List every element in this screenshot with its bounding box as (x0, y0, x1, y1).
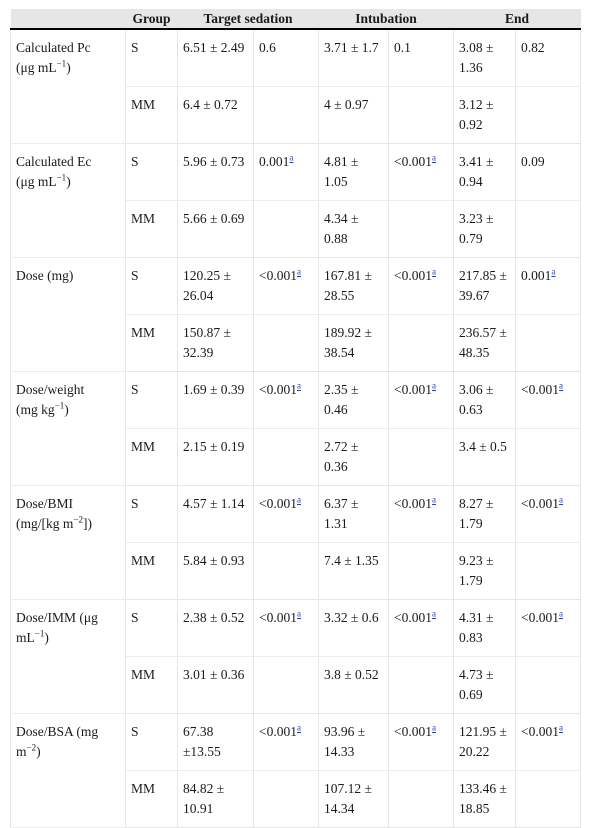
footnote-link[interactable]: a (559, 494, 564, 505)
group-cell-text: MM (131, 553, 156, 568)
group-cell-text: S (131, 724, 139, 739)
empty-cell (254, 429, 319, 486)
footnote-link[interactable]: a (297, 266, 301, 277)
end-value-text: 3.23 ± 0.79 (459, 211, 494, 246)
footnote-link[interactable]: a (289, 152, 294, 163)
target-sedation-value (178, 258, 254, 315)
row-label-line1: Dose/BMI (16, 496, 73, 511)
target-sedation-value (178, 543, 254, 600)
target-sedation-value (178, 771, 254, 828)
row-label-line2: (mg/[kg m (16, 516, 74, 531)
target-sedation-value-text: 6.4 ± 0.72 (183, 97, 238, 112)
target-sedation-p-text: <0.001 (259, 268, 297, 283)
row-label (11, 258, 126, 372)
intubation-p-text: 0.1 (394, 40, 411, 55)
intubation-value-text: 6.37 ± 1.31 (324, 496, 359, 531)
intubation-value (319, 315, 389, 372)
row-label (11, 600, 126, 714)
row-label-line2-end: ) (66, 174, 71, 189)
intubation-value-text: 4.81 ± 1.05 (324, 154, 359, 189)
row-label-line1: Dose/IMM (μg (16, 610, 98, 625)
intubation-p (389, 258, 454, 315)
target-sedation-value-text: 6.51 ± 2.49 (183, 40, 245, 55)
unit-exponent: −1 (56, 172, 67, 183)
empty-cell (254, 201, 319, 258)
group-cell-text: MM (131, 781, 156, 796)
empty-cell (254, 657, 319, 714)
table-row (11, 486, 581, 543)
intubation-p-text: <0.001 (394, 268, 433, 283)
intubation-value-text: 189.92 ± 38.54 (324, 325, 372, 360)
target-sedation-value (178, 429, 254, 486)
target-sedation-value-text: 5.66 ± 0.69 (183, 211, 245, 226)
empty-cell (516, 771, 581, 828)
table-header (11, 9, 581, 29)
target-sedation-value-text: 2.15 ± 0.19 (183, 439, 245, 454)
empty-cell (516, 201, 581, 258)
target-sedation-value (178, 315, 254, 372)
header-blank (11, 9, 126, 29)
intubation-p-text: <0.001 (394, 496, 433, 511)
end-value-text: 3.08 ± 1.36 (459, 40, 494, 75)
target-sedation-value-text: 5.84 ± 0.93 (183, 553, 245, 568)
intubation-value-text: 167.81 ± 28.55 (324, 268, 372, 303)
end-value-text: 121.95 ± 20.22 (459, 724, 507, 759)
end-value (454, 600, 516, 657)
end-value-text: 133.46 ± 18.85 (459, 781, 507, 816)
target-sedation-value (178, 87, 254, 144)
end-p-text: <0.001 (521, 610, 560, 625)
target-sedation-value (178, 714, 254, 771)
target-sedation-p-text: <0.001 (259, 382, 297, 397)
end-value-text: 3.41 ± 0.94 (459, 154, 494, 189)
intubation-p (389, 29, 454, 87)
footnote-link[interactable]: a (432, 608, 437, 619)
end-value (454, 29, 516, 87)
group-cell (126, 144, 178, 201)
end-value-text: 3.12 ± 0.92 (459, 97, 494, 132)
row-label-line2: m (16, 744, 27, 759)
end-p (516, 29, 581, 87)
empty-cell (254, 315, 319, 372)
group-cell-text: S (131, 268, 139, 283)
unit-exponent: −1 (54, 400, 65, 411)
group-cell (126, 486, 178, 543)
end-value (454, 771, 516, 828)
row-label (11, 714, 126, 828)
end-value-text: 9.23 ± 1.79 (459, 553, 494, 588)
footnote-link[interactable]: a (559, 380, 564, 391)
intubation-value-text: 3.32 ± 0.6 (324, 610, 379, 625)
unit-exponent: −1 (56, 58, 67, 69)
row-label-line2-end: ) (64, 402, 69, 417)
footnote-link[interactable]: a (559, 722, 564, 733)
intubation-value-text: 2.72 ± 0.36 (324, 439, 359, 474)
empty-cell (516, 315, 581, 372)
target-sedation-p (254, 29, 319, 87)
group-cell (126, 771, 178, 828)
row-label-line2: (mg kg (16, 402, 55, 417)
group-cell (126, 714, 178, 771)
row-label-line2: mL (16, 630, 35, 645)
target-sedation-value (178, 201, 254, 258)
empty-cell (516, 429, 581, 486)
target-sedation-value (178, 144, 254, 201)
footnote-link[interactable]: a (432, 380, 437, 391)
end-value (454, 372, 516, 429)
target-sedation-p (254, 258, 319, 315)
intubation-p-text: <0.001 (394, 154, 433, 169)
intubation-value-text: 3.71 ± 1.7 (324, 40, 379, 55)
target-sedation-p-text: <0.001 (259, 724, 297, 739)
row-label-line1: Calculated Ec (16, 154, 92, 169)
group-cell-text: S (131, 610, 139, 625)
table-row (11, 600, 581, 657)
empty-cell (389, 657, 454, 714)
end-value-text: 3.4 ± 0.5 (459, 439, 507, 454)
end-value (454, 144, 516, 201)
unit-exponent: −1 (34, 628, 45, 639)
group-cell (126, 600, 178, 657)
end-value-text: 8.27 ± 1.79 (459, 496, 494, 531)
group-cell-text: S (131, 382, 139, 397)
end-value (454, 87, 516, 144)
target-sedation-p (254, 144, 319, 201)
target-sedation-p-text: <0.001 (259, 496, 297, 511)
target-sedation-value (178, 600, 254, 657)
end-p-text: 0.001 (521, 268, 552, 283)
end-p-text: <0.001 (521, 382, 560, 397)
end-p (516, 486, 581, 543)
group-cell-text: MM (131, 97, 156, 112)
row-label-line2-end: ) (36, 744, 41, 759)
group-cell (126, 258, 178, 315)
intubation-value (319, 543, 389, 600)
target-sedation-value (178, 657, 254, 714)
empty-cell (389, 543, 454, 600)
empty-cell (389, 315, 454, 372)
intubation-value (319, 771, 389, 828)
row-label-line1: Dose/weight (16, 382, 85, 397)
intubation-p-text: <0.001 (394, 382, 433, 397)
footnote-link[interactable]: a (297, 494, 301, 505)
target-sedation-p (254, 714, 319, 771)
target-sedation-p (254, 486, 319, 543)
intubation-p (389, 372, 454, 429)
footnote-link[interactable]: a (432, 152, 437, 163)
footnote-link[interactable]: a (297, 608, 301, 619)
intubation-value-text: 4.34 ± 0.88 (324, 211, 359, 246)
end-p-text: <0.001 (521, 724, 560, 739)
target-sedation-value-text: 4.57 ± 1.14 (183, 496, 245, 511)
group-cell (126, 315, 178, 372)
target-sedation-value (178, 29, 254, 87)
end-value (454, 714, 516, 771)
group-cell-text: S (131, 496, 139, 511)
group-cell-text: S (131, 40, 139, 55)
group-cell (126, 429, 178, 486)
target-sedation-value (178, 372, 254, 429)
target-sedation-value-text: 150.87 ± 32.39 (183, 325, 231, 360)
row-label-line2-end: ]) (82, 516, 92, 531)
end-p (516, 714, 581, 771)
header-end: End (454, 9, 581, 29)
end-value (454, 486, 516, 543)
intubation-value (319, 714, 389, 771)
empty-cell (516, 87, 581, 144)
intubation-value-text: 93.96 ± 14.33 (324, 724, 366, 759)
table-row (11, 372, 581, 429)
group-cell-text: MM (131, 211, 156, 226)
target-sedation-value-text: 3.01 ± 0.36 (183, 667, 245, 682)
end-value (454, 258, 516, 315)
intubation-value-text: 7.4 ± 1.35 (324, 553, 379, 568)
end-value (454, 543, 516, 600)
header-target-sedation: Target sedation (178, 9, 319, 29)
row-label-line2: (μg mL (16, 60, 57, 75)
target-sedation-value (178, 486, 254, 543)
footnote-link[interactable]: a (432, 722, 437, 733)
intubation-value-text: 4 ± 0.97 (324, 97, 369, 112)
end-value-text: 3.06 ± 0.63 (459, 382, 494, 417)
target-sedation-p (254, 372, 319, 429)
end-p (516, 372, 581, 429)
end-p-text: 0.09 (521, 154, 545, 169)
group-cell (126, 543, 178, 600)
group-cell (126, 29, 178, 87)
end-value-text: 217.85 ± 39.67 (459, 268, 507, 303)
empty-cell (389, 771, 454, 828)
empty-cell (389, 201, 454, 258)
footnote-link[interactable]: a (297, 380, 301, 391)
end-value (454, 657, 516, 714)
end-p (516, 600, 581, 657)
end-value (454, 315, 516, 372)
target-sedation-p (254, 600, 319, 657)
header-intubation: Intubation (319, 9, 454, 29)
row-label-line2-end: ) (44, 630, 49, 645)
empty-cell (389, 87, 454, 144)
empty-cell (254, 87, 319, 144)
group-cell-text: S (131, 154, 139, 169)
intubation-value (319, 87, 389, 144)
target-sedation-value-text: 120.25 ± 26.04 (183, 268, 231, 303)
end-p (516, 258, 581, 315)
table-row (11, 144, 581, 201)
empty-cell (516, 543, 581, 600)
row-label (11, 144, 126, 258)
intubation-p (389, 600, 454, 657)
intubation-value-text: 107.12 ± 14.34 (324, 781, 372, 816)
target-sedation-value-text: 67.38 ±13.55 (183, 724, 221, 759)
end-value-text: 236.57 ± 48.35 (459, 325, 507, 360)
intubation-value-text: 2.35 ± 0.46 (324, 382, 359, 417)
footnote-link[interactable]: a (432, 494, 437, 505)
intubation-value (319, 600, 389, 657)
group-cell-text: MM (131, 325, 156, 340)
intubation-value (319, 486, 389, 543)
row-label (11, 486, 126, 600)
row-label-line2: (μg mL (16, 174, 57, 189)
group-cell (126, 372, 178, 429)
row-label-line1: Calculated Pc (16, 40, 91, 55)
intubation-value (319, 372, 389, 429)
unit-exponent: −2 (26, 742, 37, 753)
group-cell (126, 201, 178, 258)
intubation-p (389, 486, 454, 543)
row-label (11, 29, 126, 144)
intubation-value (319, 144, 389, 201)
empty-cell (516, 657, 581, 714)
table-row (11, 29, 581, 87)
end-value (454, 201, 516, 258)
header-group: Group (126, 9, 178, 29)
target-sedation-value-text: 1.69 ± 0.39 (183, 382, 245, 397)
empty-cell (389, 429, 454, 486)
group-cell (126, 87, 178, 144)
target-sedation-p-text: 0.001 (259, 154, 290, 169)
target-sedation-p-text: 0.6 (259, 40, 276, 55)
comparison-table (10, 9, 581, 828)
target-sedation-value-text: 5.96 ± 0.73 (183, 154, 245, 169)
intubation-p-text: <0.001 (394, 610, 433, 625)
end-p (516, 144, 581, 201)
end-value (454, 429, 516, 486)
footnote-link[interactable]: a (559, 608, 564, 619)
end-p-text: 0.82 (521, 40, 545, 55)
group-cell-text: MM (131, 667, 156, 682)
target-sedation-value-text: 84.82 ± 10.91 (183, 781, 225, 816)
intubation-value (319, 657, 389, 714)
footnote-link[interactable]: a (432, 266, 437, 277)
intubation-p (389, 144, 454, 201)
intubation-p (389, 714, 454, 771)
end-value-text: 4.31 ± 0.83 (459, 610, 494, 645)
table-row (11, 258, 581, 315)
empty-cell (254, 771, 319, 828)
empty-cell (254, 543, 319, 600)
row-label (11, 372, 126, 486)
target-sedation-value-text: 2.38 ± 0.52 (183, 610, 245, 625)
footnote-link[interactable]: a (551, 266, 556, 277)
row-label-line1: Dose (mg) (16, 268, 74, 283)
intubation-p-text: <0.001 (394, 724, 433, 739)
intubation-value (319, 29, 389, 87)
target-sedation-p-text: <0.001 (259, 610, 297, 625)
end-value-text: 4.73 ± 0.69 (459, 667, 494, 702)
intubation-value (319, 429, 389, 486)
group-cell-text: MM (131, 439, 156, 454)
row-label-line2-end: ) (66, 60, 71, 75)
footnote-link[interactable]: a (297, 722, 301, 733)
intubation-value (319, 201, 389, 258)
group-cell (126, 657, 178, 714)
table-body (11, 29, 581, 828)
table-row (11, 714, 581, 771)
intubation-value (319, 258, 389, 315)
row-label-line1: Dose/BSA (mg (16, 724, 99, 739)
intubation-value-text: 3.8 ± 0.52 (324, 667, 379, 682)
end-p-text: <0.001 (521, 496, 560, 511)
unit-exponent: −2 (73, 514, 83, 525)
